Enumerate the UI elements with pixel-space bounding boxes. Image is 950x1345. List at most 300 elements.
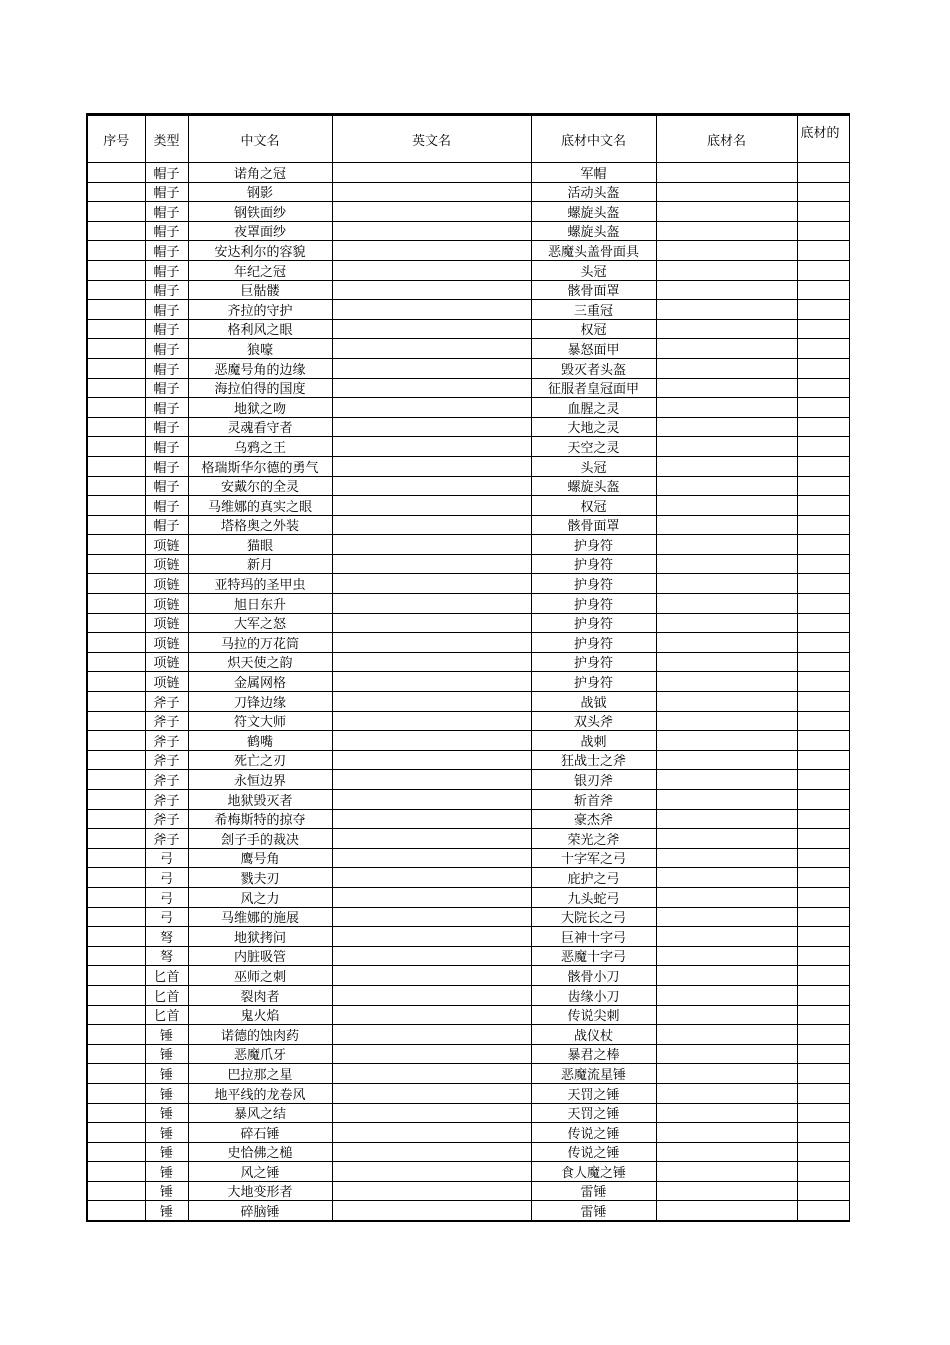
cell-chinese-name[interactable]: 戮夫刃 bbox=[188, 868, 332, 888]
header-english-name[interactable]: 英文名 bbox=[332, 115, 531, 163]
cell-base-chinese-name[interactable]: 护身符 bbox=[531, 672, 656, 692]
cell-seq[interactable] bbox=[87, 182, 145, 202]
cell-english-name[interactable] bbox=[332, 927, 531, 947]
cell-seq[interactable] bbox=[87, 1103, 145, 1123]
cell-base-name[interactable] bbox=[656, 966, 797, 986]
cell-seq[interactable] bbox=[87, 731, 145, 751]
cell-base-extra[interactable] bbox=[797, 1025, 849, 1045]
cell-base-name[interactable] bbox=[656, 692, 797, 712]
cell-type[interactable]: 帽子 bbox=[145, 456, 188, 476]
cell-type[interactable]: 匕首 bbox=[145, 1005, 188, 1025]
cell-base-extra[interactable] bbox=[797, 182, 849, 202]
cell-type[interactable]: 斧子 bbox=[145, 731, 188, 751]
header-base-name[interactable]: 底材名 bbox=[656, 115, 797, 163]
cell-english-name[interactable] bbox=[332, 966, 531, 986]
cell-base-extra[interactable] bbox=[797, 887, 849, 907]
cell-base-extra[interactable] bbox=[797, 1044, 849, 1064]
cell-chinese-name[interactable]: 新月 bbox=[188, 554, 332, 574]
cell-base-name[interactable] bbox=[656, 946, 797, 966]
cell-english-name[interactable] bbox=[332, 1103, 531, 1123]
cell-seq[interactable] bbox=[87, 652, 145, 672]
cell-type[interactable]: 斧子 bbox=[145, 809, 188, 829]
cell-english-name[interactable] bbox=[332, 868, 531, 888]
cell-base-extra[interactable] bbox=[797, 770, 849, 790]
cell-base-extra[interactable] bbox=[797, 456, 849, 476]
cell-chinese-name[interactable]: 格利风之眼 bbox=[188, 319, 332, 339]
cell-english-name[interactable] bbox=[332, 1064, 531, 1084]
cell-type[interactable]: 项链 bbox=[145, 633, 188, 653]
cell-seq[interactable] bbox=[87, 300, 145, 320]
cell-chinese-name[interactable]: 大地变形者 bbox=[188, 1181, 332, 1201]
cell-seq[interactable] bbox=[87, 633, 145, 653]
cell-english-name[interactable] bbox=[332, 202, 531, 222]
cell-chinese-name[interactable]: 塔格奥之外装 bbox=[188, 515, 332, 535]
cell-base-name[interactable] bbox=[656, 221, 797, 241]
cell-type[interactable]: 帽子 bbox=[145, 339, 188, 359]
cell-english-name[interactable] bbox=[332, 1044, 531, 1064]
cell-base-name[interactable] bbox=[656, 358, 797, 378]
cell-base-extra[interactable] bbox=[797, 417, 849, 437]
cell-chinese-name[interactable]: 风之锤 bbox=[188, 1162, 332, 1182]
cell-base-name[interactable] bbox=[656, 260, 797, 280]
cell-chinese-name[interactable]: 诺德的蚀肉药 bbox=[188, 1025, 332, 1045]
cell-type[interactable]: 弓 bbox=[145, 887, 188, 907]
cell-chinese-name[interactable]: 安戴尔的全灵 bbox=[188, 476, 332, 496]
cell-seq[interactable] bbox=[87, 417, 145, 437]
cell-base-chinese-name[interactable]: 银刃斧 bbox=[531, 770, 656, 790]
cell-base-name[interactable] bbox=[656, 594, 797, 614]
cell-base-extra[interactable] bbox=[797, 535, 849, 555]
cell-base-extra[interactable] bbox=[797, 319, 849, 339]
cell-base-extra[interactable] bbox=[797, 594, 849, 614]
cell-seq[interactable] bbox=[87, 535, 145, 555]
header-chinese-name[interactable]: 中文名 bbox=[188, 115, 332, 163]
cell-base-name[interactable] bbox=[656, 1201, 797, 1221]
cell-base-chinese-name[interactable]: 血腥之灵 bbox=[531, 398, 656, 418]
cell-base-chinese-name[interactable]: 三重冠 bbox=[531, 300, 656, 320]
cell-base-name[interactable] bbox=[656, 417, 797, 437]
cell-type[interactable]: 斧子 bbox=[145, 711, 188, 731]
cell-base-chinese-name[interactable]: 征服者皇冠面甲 bbox=[531, 378, 656, 398]
cell-english-name[interactable] bbox=[332, 633, 531, 653]
cell-seq[interactable] bbox=[87, 1083, 145, 1103]
cell-base-chinese-name[interactable]: 毁灭者头盔 bbox=[531, 358, 656, 378]
cell-base-chinese-name[interactable]: 荣光之斧 bbox=[531, 829, 656, 849]
cell-english-name[interactable] bbox=[332, 163, 531, 183]
cell-chinese-name[interactable]: 地狱拷问 bbox=[188, 927, 332, 947]
cell-base-extra[interactable] bbox=[797, 163, 849, 183]
cell-seq[interactable] bbox=[87, 515, 145, 535]
cell-english-name[interactable] bbox=[332, 790, 531, 810]
cell-base-chinese-name[interactable]: 雷锤 bbox=[531, 1181, 656, 1201]
cell-base-extra[interactable] bbox=[797, 652, 849, 672]
cell-base-name[interactable] bbox=[656, 574, 797, 594]
cell-base-chinese-name[interactable]: 传说之锤 bbox=[531, 1142, 656, 1162]
cell-base-chinese-name[interactable]: 护身符 bbox=[531, 652, 656, 672]
cell-seq[interactable] bbox=[87, 358, 145, 378]
cell-chinese-name[interactable]: 马拉的万花筒 bbox=[188, 633, 332, 653]
cell-base-chinese-name[interactable]: 大院长之弓 bbox=[531, 907, 656, 927]
cell-base-extra[interactable] bbox=[797, 1201, 849, 1221]
cell-base-extra[interactable] bbox=[797, 476, 849, 496]
cell-base-extra[interactable] bbox=[797, 692, 849, 712]
cell-type[interactable]: 匕首 bbox=[145, 966, 188, 986]
cell-chinese-name[interactable]: 恶魔号角的边缘 bbox=[188, 358, 332, 378]
cell-base-chinese-name[interactable]: 狂战士之斧 bbox=[531, 750, 656, 770]
cell-base-extra[interactable] bbox=[797, 829, 849, 849]
cell-english-name[interactable] bbox=[332, 398, 531, 418]
cell-english-name[interactable] bbox=[332, 221, 531, 241]
cell-seq[interactable] bbox=[87, 613, 145, 633]
cell-english-name[interactable] bbox=[332, 1083, 531, 1103]
cell-type[interactable]: 锤 bbox=[145, 1123, 188, 1143]
cell-seq[interactable] bbox=[87, 672, 145, 692]
cell-base-name[interactable] bbox=[656, 750, 797, 770]
cell-type[interactable]: 弓 bbox=[145, 907, 188, 927]
cell-seq[interactable] bbox=[87, 319, 145, 339]
cell-chinese-name[interactable]: 年纪之冠 bbox=[188, 260, 332, 280]
cell-chinese-name[interactable]: 符文大师 bbox=[188, 711, 332, 731]
cell-base-chinese-name[interactable]: 斩首斧 bbox=[531, 790, 656, 810]
cell-english-name[interactable] bbox=[332, 1025, 531, 1045]
cell-english-name[interactable] bbox=[332, 554, 531, 574]
cell-chinese-name[interactable]: 格瑞斯华尔德的勇气 bbox=[188, 456, 332, 476]
cell-base-name[interactable] bbox=[656, 731, 797, 751]
cell-base-name[interactable] bbox=[656, 202, 797, 222]
cell-base-extra[interactable] bbox=[797, 790, 849, 810]
cell-chinese-name[interactable]: 巨骷髅 bbox=[188, 280, 332, 300]
cell-base-name[interactable] bbox=[656, 1123, 797, 1143]
cell-base-name[interactable] bbox=[656, 1142, 797, 1162]
cell-seq[interactable] bbox=[87, 554, 145, 574]
cell-base-name[interactable] bbox=[656, 1064, 797, 1084]
cell-base-chinese-name[interactable]: 传说之锤 bbox=[531, 1123, 656, 1143]
cell-base-name[interactable] bbox=[656, 887, 797, 907]
cell-type[interactable]: 项链 bbox=[145, 535, 188, 555]
cell-base-extra[interactable] bbox=[797, 868, 849, 888]
cell-chinese-name[interactable]: 永恒边界 bbox=[188, 770, 332, 790]
cell-type[interactable]: 锤 bbox=[145, 1103, 188, 1123]
cell-base-extra[interactable] bbox=[797, 946, 849, 966]
cell-chinese-name[interactable]: 内脏吸管 bbox=[188, 946, 332, 966]
cell-base-extra[interactable] bbox=[797, 398, 849, 418]
cell-chinese-name[interactable]: 刀锋边缘 bbox=[188, 692, 332, 712]
cell-type[interactable]: 帽子 bbox=[145, 319, 188, 339]
cell-chinese-name[interactable]: 钢影 bbox=[188, 182, 332, 202]
cell-seq[interactable] bbox=[87, 829, 145, 849]
cell-chinese-name[interactable]: 地平线的龙卷风 bbox=[188, 1083, 332, 1103]
cell-base-chinese-name[interactable]: 活动头盔 bbox=[531, 182, 656, 202]
cell-base-extra[interactable] bbox=[797, 515, 849, 535]
cell-base-extra[interactable] bbox=[797, 1162, 849, 1182]
cell-type[interactable]: 帽子 bbox=[145, 182, 188, 202]
cell-base-chinese-name[interactable]: 食人魔之锤 bbox=[531, 1162, 656, 1182]
cell-seq[interactable] bbox=[87, 202, 145, 222]
cell-base-extra[interactable] bbox=[797, 731, 849, 751]
cell-base-chinese-name[interactable]: 护身符 bbox=[531, 613, 656, 633]
cell-type[interactable]: 锤 bbox=[145, 1162, 188, 1182]
cell-base-extra[interactable] bbox=[797, 437, 849, 457]
cell-seq[interactable] bbox=[87, 476, 145, 496]
cell-english-name[interactable] bbox=[332, 1005, 531, 1025]
cell-chinese-name[interactable]: 钢铁面纱 bbox=[188, 202, 332, 222]
cell-base-name[interactable] bbox=[656, 476, 797, 496]
cell-base-extra[interactable] bbox=[797, 260, 849, 280]
cell-base-chinese-name[interactable]: 十字军之弓 bbox=[531, 848, 656, 868]
cell-base-extra[interactable] bbox=[797, 672, 849, 692]
cell-english-name[interactable] bbox=[332, 613, 531, 633]
cell-seq[interactable] bbox=[87, 848, 145, 868]
cell-seq[interactable] bbox=[87, 163, 145, 183]
cell-base-chinese-name[interactable]: 战钺 bbox=[531, 692, 656, 712]
cell-base-name[interactable] bbox=[656, 809, 797, 829]
cell-base-name[interactable] bbox=[656, 535, 797, 555]
header-seq[interactable]: 序号 bbox=[87, 115, 145, 163]
cell-type[interactable]: 锤 bbox=[145, 1181, 188, 1201]
cell-seq[interactable] bbox=[87, 339, 145, 359]
cell-chinese-name[interactable]: 刽子手的裁决 bbox=[188, 829, 332, 849]
cell-base-extra[interactable] bbox=[797, 1103, 849, 1123]
cell-seq[interactable] bbox=[87, 221, 145, 241]
cell-english-name[interactable] bbox=[332, 692, 531, 712]
cell-chinese-name[interactable]: 炽天使之韵 bbox=[188, 652, 332, 672]
cell-seq[interactable] bbox=[87, 398, 145, 418]
cell-english-name[interactable] bbox=[332, 496, 531, 516]
cell-base-name[interactable] bbox=[656, 398, 797, 418]
cell-seq[interactable] bbox=[87, 809, 145, 829]
cell-base-extra[interactable] bbox=[797, 750, 849, 770]
cell-english-name[interactable] bbox=[332, 535, 531, 555]
cell-seq[interactable] bbox=[87, 790, 145, 810]
cell-base-chinese-name[interactable]: 天空之灵 bbox=[531, 437, 656, 457]
cell-english-name[interactable] bbox=[332, 887, 531, 907]
cell-chinese-name[interactable]: 地狱毁灭者 bbox=[188, 790, 332, 810]
cell-type[interactable]: 弓 bbox=[145, 848, 188, 868]
cell-chinese-name[interactable]: 风之力 bbox=[188, 887, 332, 907]
cell-base-extra[interactable] bbox=[797, 927, 849, 947]
cell-chinese-name[interactable]: 暴风之结 bbox=[188, 1103, 332, 1123]
cell-type[interactable]: 帽子 bbox=[145, 378, 188, 398]
cell-base-name[interactable] bbox=[656, 515, 797, 535]
cell-type[interactable]: 项链 bbox=[145, 652, 188, 672]
cell-type[interactable]: 帽子 bbox=[145, 417, 188, 437]
cell-base-extra[interactable] bbox=[797, 633, 849, 653]
cell-base-chinese-name[interactable]: 护身符 bbox=[531, 633, 656, 653]
cell-type[interactable]: 帽子 bbox=[145, 476, 188, 496]
cell-type[interactable]: 帽子 bbox=[145, 163, 188, 183]
cell-base-extra[interactable] bbox=[797, 809, 849, 829]
cell-base-extra[interactable] bbox=[797, 1083, 849, 1103]
cell-chinese-name[interactable]: 旭日东升 bbox=[188, 594, 332, 614]
cell-english-name[interactable] bbox=[332, 476, 531, 496]
cell-seq[interactable] bbox=[87, 280, 145, 300]
cell-chinese-name[interactable]: 灵魂看守者 bbox=[188, 417, 332, 437]
cell-seq[interactable] bbox=[87, 692, 145, 712]
cell-seq[interactable] bbox=[87, 241, 145, 261]
cell-chinese-name[interactable]: 乌鸦之王 bbox=[188, 437, 332, 457]
cell-chinese-name[interactable]: 裂肉者 bbox=[188, 985, 332, 1005]
cell-base-name[interactable] bbox=[656, 652, 797, 672]
cell-english-name[interactable] bbox=[332, 946, 531, 966]
cell-type[interactable]: 帽子 bbox=[145, 260, 188, 280]
cell-english-name[interactable] bbox=[332, 711, 531, 731]
cell-chinese-name[interactable]: 金属网格 bbox=[188, 672, 332, 692]
cell-base-chinese-name[interactable]: 军帽 bbox=[531, 163, 656, 183]
cell-base-name[interactable] bbox=[656, 496, 797, 516]
cell-base-chinese-name[interactable]: 护身符 bbox=[531, 554, 656, 574]
cell-chinese-name[interactable]: 海拉伯得的国度 bbox=[188, 378, 332, 398]
cell-base-chinese-name[interactable]: 双头斧 bbox=[531, 711, 656, 731]
cell-chinese-name[interactable]: 鬼火焰 bbox=[188, 1005, 332, 1025]
cell-type[interactable]: 斧子 bbox=[145, 750, 188, 770]
cell-base-extra[interactable] bbox=[797, 221, 849, 241]
cell-base-name[interactable] bbox=[656, 1181, 797, 1201]
cell-type[interactable]: 锤 bbox=[145, 1044, 188, 1064]
cell-seq[interactable] bbox=[87, 1123, 145, 1143]
header-base-extra[interactable]: 底材的 bbox=[797, 115, 849, 163]
cell-type[interactable]: 锤 bbox=[145, 1142, 188, 1162]
cell-base-chinese-name[interactable]: 护身符 bbox=[531, 574, 656, 594]
cell-base-extra[interactable] bbox=[797, 1142, 849, 1162]
cell-base-extra[interactable] bbox=[797, 1005, 849, 1025]
cell-base-name[interactable] bbox=[656, 280, 797, 300]
cell-base-name[interactable] bbox=[656, 907, 797, 927]
cell-base-extra[interactable] bbox=[797, 1064, 849, 1084]
cell-seq[interactable] bbox=[87, 711, 145, 731]
cell-english-name[interactable] bbox=[332, 182, 531, 202]
cell-chinese-name[interactable]: 碎脑锤 bbox=[188, 1201, 332, 1221]
cell-base-extra[interactable] bbox=[797, 554, 849, 574]
cell-base-chinese-name[interactable]: 螺旋头盔 bbox=[531, 476, 656, 496]
cell-type[interactable]: 帽子 bbox=[145, 280, 188, 300]
cell-type[interactable]: 斧子 bbox=[145, 790, 188, 810]
cell-english-name[interactable] bbox=[332, 594, 531, 614]
cell-chinese-name[interactable]: 死亡之刃 bbox=[188, 750, 332, 770]
cell-base-chinese-name[interactable]: 暴怒面甲 bbox=[531, 339, 656, 359]
cell-base-chinese-name[interactable]: 护身符 bbox=[531, 535, 656, 555]
cell-base-name[interactable] bbox=[656, 868, 797, 888]
cell-type[interactable]: 斧子 bbox=[145, 770, 188, 790]
cell-base-extra[interactable] bbox=[797, 1181, 849, 1201]
cell-base-chinese-name[interactable]: 护身符 bbox=[531, 594, 656, 614]
cell-english-name[interactable] bbox=[332, 770, 531, 790]
cell-seq[interactable] bbox=[87, 1142, 145, 1162]
cell-base-chinese-name[interactable]: 庇护之弓 bbox=[531, 868, 656, 888]
cell-english-name[interactable] bbox=[332, 417, 531, 437]
cell-seq[interactable] bbox=[87, 574, 145, 594]
cell-english-name[interactable] bbox=[332, 731, 531, 751]
cell-base-name[interactable] bbox=[656, 927, 797, 947]
cell-base-extra[interactable] bbox=[797, 907, 849, 927]
cell-english-name[interactable] bbox=[332, 672, 531, 692]
cell-base-chinese-name[interactable]: 大地之灵 bbox=[531, 417, 656, 437]
cell-base-name[interactable] bbox=[656, 241, 797, 261]
cell-seq[interactable] bbox=[87, 907, 145, 927]
cell-type[interactable]: 弩 bbox=[145, 946, 188, 966]
cell-chinese-name[interactable]: 诺角之冠 bbox=[188, 163, 332, 183]
cell-seq[interactable] bbox=[87, 868, 145, 888]
cell-seq[interactable] bbox=[87, 946, 145, 966]
cell-base-chinese-name[interactable]: 恶魔头盖骨面具 bbox=[531, 241, 656, 261]
cell-type[interactable]: 帽子 bbox=[145, 358, 188, 378]
cell-english-name[interactable] bbox=[332, 378, 531, 398]
cell-type[interactable]: 帽子 bbox=[145, 496, 188, 516]
cell-base-extra[interactable] bbox=[797, 711, 849, 731]
cell-type[interactable]: 帽子 bbox=[145, 202, 188, 222]
cell-type[interactable]: 匕首 bbox=[145, 985, 188, 1005]
cell-type[interactable]: 项链 bbox=[145, 574, 188, 594]
header-type[interactable]: 类型 bbox=[145, 115, 188, 163]
cell-english-name[interactable] bbox=[332, 456, 531, 476]
cell-base-name[interactable] bbox=[656, 985, 797, 1005]
cell-seq[interactable] bbox=[87, 1181, 145, 1201]
cell-base-chinese-name[interactable]: 战刺 bbox=[531, 731, 656, 751]
cell-base-chinese-name[interactable]: 恶魔流星锤 bbox=[531, 1064, 656, 1084]
cell-base-extra[interactable] bbox=[797, 358, 849, 378]
cell-seq[interactable] bbox=[87, 456, 145, 476]
cell-type[interactable]: 帽子 bbox=[145, 398, 188, 418]
cell-base-name[interactable] bbox=[656, 1025, 797, 1045]
cell-seq[interactable] bbox=[87, 594, 145, 614]
cell-base-chinese-name[interactable]: 巨神十字弓 bbox=[531, 927, 656, 947]
cell-english-name[interactable] bbox=[332, 319, 531, 339]
cell-base-name[interactable] bbox=[656, 163, 797, 183]
cell-base-extra[interactable] bbox=[797, 378, 849, 398]
cell-base-name[interactable] bbox=[656, 378, 797, 398]
cell-chinese-name[interactable]: 狼嚎 bbox=[188, 339, 332, 359]
cell-base-chinese-name[interactable]: 恶魔十字弓 bbox=[531, 946, 656, 966]
cell-seq[interactable] bbox=[87, 260, 145, 280]
cell-type[interactable]: 项链 bbox=[145, 594, 188, 614]
cell-base-name[interactable] bbox=[656, 1005, 797, 1025]
cell-base-name[interactable] bbox=[656, 319, 797, 339]
cell-base-extra[interactable] bbox=[797, 848, 849, 868]
cell-english-name[interactable] bbox=[332, 1162, 531, 1182]
cell-base-name[interactable] bbox=[656, 848, 797, 868]
cell-base-extra[interactable] bbox=[797, 574, 849, 594]
cell-seq[interactable] bbox=[87, 378, 145, 398]
cell-chinese-name[interactable]: 安达利尔的容貌 bbox=[188, 241, 332, 261]
cell-type[interactable]: 锤 bbox=[145, 1201, 188, 1221]
cell-base-chinese-name[interactable]: 头冠 bbox=[531, 260, 656, 280]
cell-english-name[interactable] bbox=[332, 241, 531, 261]
cell-english-name[interactable] bbox=[332, 809, 531, 829]
cell-base-chinese-name[interactable]: 传说尖刺 bbox=[531, 1005, 656, 1025]
cell-base-chinese-name[interactable]: 骸骨面罩 bbox=[531, 280, 656, 300]
cell-base-chinese-name[interactable]: 天罚之锤 bbox=[531, 1083, 656, 1103]
cell-english-name[interactable] bbox=[332, 437, 531, 457]
cell-english-name[interactable] bbox=[332, 985, 531, 1005]
cell-base-name[interactable] bbox=[656, 633, 797, 653]
cell-base-name[interactable] bbox=[656, 1103, 797, 1123]
cell-base-chinese-name[interactable]: 骸骨小刀 bbox=[531, 966, 656, 986]
cell-chinese-name[interactable]: 鹤嘴 bbox=[188, 731, 332, 751]
cell-english-name[interactable] bbox=[332, 1201, 531, 1221]
cell-base-name[interactable] bbox=[656, 182, 797, 202]
cell-english-name[interactable] bbox=[332, 750, 531, 770]
cell-base-name[interactable] bbox=[656, 770, 797, 790]
cell-seq[interactable] bbox=[87, 1064, 145, 1084]
cell-base-name[interactable] bbox=[656, 1083, 797, 1103]
cell-type[interactable]: 斧子 bbox=[145, 829, 188, 849]
cell-base-chinese-name[interactable]: 暴君之棒 bbox=[531, 1044, 656, 1064]
cell-base-chinese-name[interactable]: 权冠 bbox=[531, 496, 656, 516]
cell-base-extra[interactable] bbox=[797, 985, 849, 1005]
cell-chinese-name[interactable]: 夜罩面纱 bbox=[188, 221, 332, 241]
cell-base-chinese-name[interactable]: 九头蛇弓 bbox=[531, 887, 656, 907]
cell-english-name[interactable] bbox=[332, 848, 531, 868]
cell-chinese-name[interactable]: 猫眼 bbox=[188, 535, 332, 555]
